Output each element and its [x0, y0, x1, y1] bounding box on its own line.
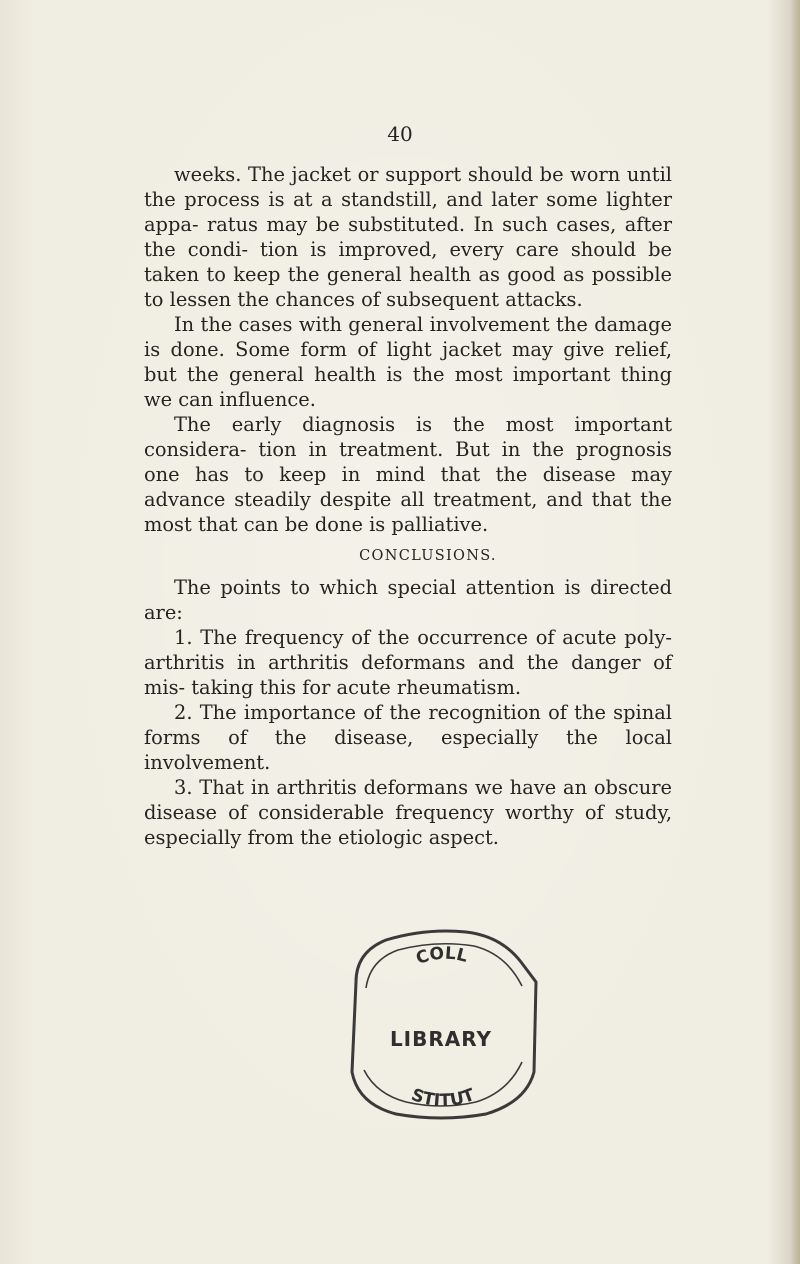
page-number: 40	[387, 122, 413, 146]
library-stamp	[336, 922, 546, 1122]
page-body	[144, 162, 672, 850]
stamp-label: LIBRARY	[389, 1027, 493, 1051]
conclusions-intro: The points to which special attention is directed are:	[144, 576, 672, 624]
stamp-bottom-text: STITUT	[408, 1085, 478, 1111]
page-edge-shadow	[790, 0, 800, 1264]
paragraph-general-involvement: In the cases with general involvement the damage is done. Some form of light jacket may give relief, but the general health is the most important thing we can influence.	[144, 313, 672, 411]
conclusion-item-2: 2. The importance of the recognition of the spinal forms of the disease, especially the local involvement.	[144, 701, 672, 774]
section-heading	[144, 546, 672, 566]
stamp-top-text: COLL	[413, 943, 470, 970]
conclusion-item-3: 3. That in arthritis deformans we have an obscure disease of considerable frequency worthy of study, especially from the etiologic aspect.	[144, 776, 672, 849]
paragraph-diagnosis: The early diagnosis is the most important considera- tion in treatment. But in the prognosis one has to keep in mind that the disease may advance steadily despite all treatment, and that the most that can be done is palliative.	[144, 413, 672, 536]
paragraph-treatment: weeks. The jacket or support should be worn until the process is at a standstill, and later some lighter appa- ratus may be substituted. In such cases, after the condi- tion is improved, every care should be taken to keep the general health as good as possible to lessen the chances of subsequent attacks.	[144, 163, 672, 311]
section-heading-text: CONCLUSIONS.	[359, 548, 497, 564]
conclusion-item-1: 1. The frequency of the occurrence of acute poly- arthritis in arthritis deformans and the danger of mis- taking this for acute rheumatism.	[144, 626, 672, 699]
